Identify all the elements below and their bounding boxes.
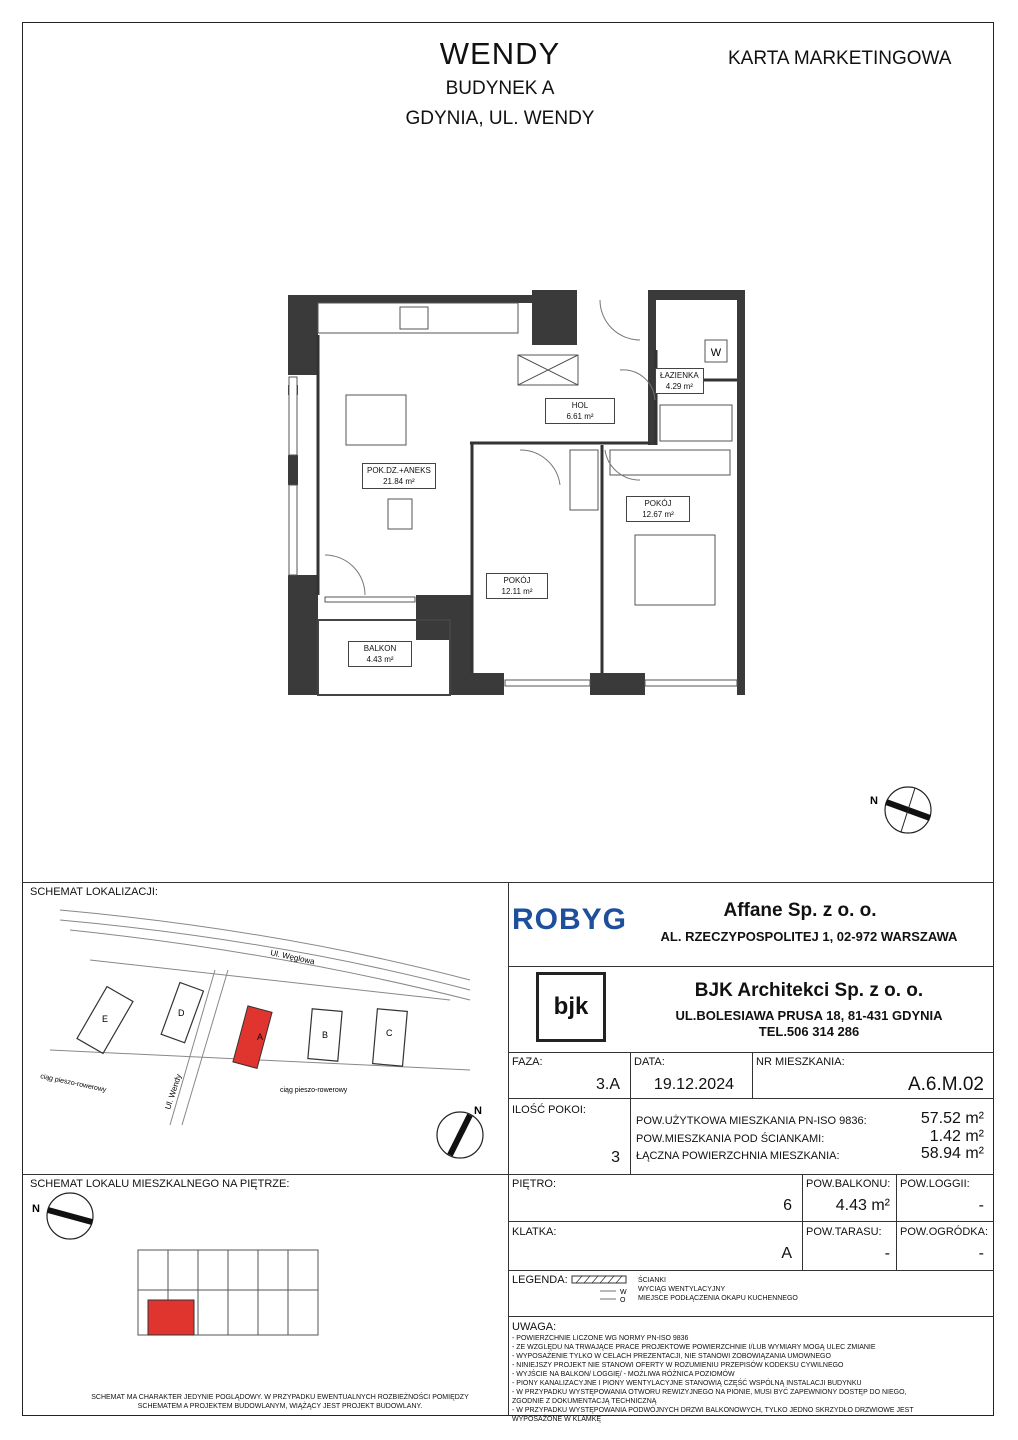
note-line: - ZE WZGLĘDU NA TRWAJĄCE PRACE PROJEKTOWE POWIERZCHNIE I/LUB WYMIARY MOGĄ ULEC ZMIANIE: [512, 1344, 876, 1351]
divider: [508, 1052, 994, 1053]
balkon-label: POW.BALKONU:: [806, 1178, 891, 1190]
room-area: 4.43 m²: [366, 655, 394, 664]
path-label: ciąg pieszo-rowerowy: [280, 1087, 348, 1094]
divider: [508, 1098, 994, 1099]
divider: [508, 966, 994, 967]
compass-icon: [30, 1188, 110, 1248]
divider: [802, 1174, 803, 1270]
room-name: BALKON: [363, 644, 397, 653]
bjk-logo: bjk: [536, 972, 606, 1042]
note-line: - W PRZYPADKU WYSTĘPOWANIA OTWORU REWIZYJNEGO NA PIONIE, MUSI BYĆ ZAPEWNIONY DOSTĘP DO NIEGO, ZGODNIE Z DOKUMENTACJĄ TECHNICZNĄ: [512, 1389, 907, 1405]
divider: [22, 1174, 994, 1175]
room-label-hol: [545, 398, 615, 424]
compass-n-label: N: [870, 795, 878, 807]
architect-phone: TEL.506 314 286: [758, 1024, 860, 1039]
compass-icon: [868, 782, 938, 842]
room-name: POK.DZ.+ANEKS: [367, 466, 431, 475]
legend-item: ŚCIANKI: [638, 1277, 667, 1284]
balkon-value: 4.43 m²: [835, 1197, 890, 1214]
project-title: WENDY: [439, 36, 561, 71]
legend-symbols: [570, 1274, 630, 1306]
legend-mark: O: [620, 1297, 626, 1304]
pietro-label: PIĘTRO:: [512, 1178, 557, 1190]
room-area: 12.67 m²: [642, 510, 674, 519]
street-label: Ul. Węglowa: [269, 948, 316, 967]
building-label: D: [178, 1008, 185, 1018]
architect-company: BJK Architekci Sp. z o. o.: [694, 980, 924, 1001]
notes-list: [512, 1334, 932, 1424]
developer-address: AL. RZECZYPOSPOLITEJ 1, 02-972 WARSZAWA: [660, 929, 958, 944]
taras-label: POW.TARASU:: [806, 1226, 882, 1238]
divider: [630, 1052, 631, 1174]
divider: [508, 1221, 994, 1222]
loggia-value: -: [978, 1197, 984, 1214]
divider: [508, 1316, 994, 1317]
floor-scheme-map: [128, 1245, 328, 1340]
building-name: BUDYNEK A: [445, 78, 555, 99]
note-line: - PIONY KANALIZACYJNE I PIONY WENTYLACYJNE STANOWIĄ CZĘŚĆ WSPÓLNĄ INSTALACJI BUDYNKU: [512, 1380, 862, 1387]
pow-sc-value: 1.42 m²: [929, 1128, 984, 1145]
building-label: E: [102, 1014, 109, 1024]
path-label: ciąg pieszo-rowerowy: [39, 1073, 107, 1094]
robyg-logo: ROBYG: [512, 903, 628, 936]
pow-total-value: 58.94 m²: [920, 1145, 984, 1162]
note-line: - WYPOSAŻENIE TYLKO W CELACH PREZENTACJI, NIE STANOWI ZOBOWIĄZANIA UMOWNEGO: [512, 1353, 831, 1360]
building-label: A: [257, 1032, 264, 1042]
room-name: POKÓJ: [503, 576, 531, 585]
compass-n-label: N: [474, 1105, 482, 1117]
taras-value: -: [884, 1245, 890, 1262]
ogrodek-label: POW.OGRÓDKA:: [900, 1226, 989, 1238]
building-label: C: [386, 1028, 393, 1038]
room-label-pokoj2: [486, 573, 548, 599]
note-line: - NINIEJSZY PROJEKT NIE STANOWI OFERTY W ROZUMIENIU PRZEPISÓW KODEKSU CYWILNEGO: [512, 1362, 844, 1369]
room-name: POKÓJ: [644, 499, 672, 508]
legend-item: MIEJSCE PODŁĄCZENIA OKAPU KUCHENNEGO: [638, 1295, 798, 1302]
card-type: KARTA MARKETINGOWA: [728, 48, 952, 69]
location-map: [30, 900, 500, 1130]
room-name: HOL: [571, 401, 589, 410]
note-line: - POWIERZCHNIE LICZONE WG NORMY PN-ISO 9836: [512, 1335, 689, 1342]
pokoi-value: 3: [611, 1149, 620, 1166]
pow-uz-label: POW.UŻYTKOWA MIESZKANIA PN-ISO 9836:: [636, 1115, 867, 1127]
pow-uz-value: 57.52 m²: [920, 1110, 984, 1127]
pow-total-label: ŁĄCZNA POWIERZCHNIA MIESZKANIA:: [636, 1150, 840, 1162]
vent-mark: W: [710, 347, 722, 359]
compass-icon: [430, 1100, 500, 1170]
note-line: - WYJŚCIE NA BALKON/ LOGGIĘ/ - MOŻLIWA RÓŻNICA POZIOMÓW: [512, 1371, 735, 1378]
room-area: 4.29 m²: [665, 382, 693, 391]
faza-label: FAZA:: [512, 1056, 543, 1068]
divider: [896, 1174, 897, 1270]
floor-scheme-disclaimer: SCHEMAT MA CHARAKTER JEDYNIE POGLĄDOWY. W PRZYPADKU EWENTUALNYCH ROZBIEŻNOŚCI POMIĘDZY SCHEMATEM A PROJEKTEM BUDOWLANYM, WIĄŻĄCY JEST PROJEKT BUDOWLANY.: [91, 1394, 469, 1410]
location-title: SCHEMAT LOKALIZACJI:: [30, 886, 158, 898]
ogrodek-value: -: [978, 1245, 984, 1262]
data-label: DATA:: [634, 1056, 665, 1068]
data-value: 19.12.2024: [653, 1076, 734, 1093]
klatka-value: A: [781, 1245, 792, 1262]
legend-mark: W: [620, 1289, 627, 1296]
divider: [508, 882, 509, 1416]
loggia-label: POW.LOGGII:: [900, 1178, 970, 1190]
pow-sc-label: POW.MIESZKANIA POD ŚCIANKAMI:: [636, 1133, 825, 1145]
room-label-lazienka: [655, 368, 704, 394]
room-area: 12.11 m²: [501, 587, 533, 596]
pokoi-label: ILOŚĆ POKOI:: [512, 1104, 586, 1116]
compass-n-label: N: [32, 1203, 40, 1215]
architect-address: UL.BOLESIAWA PRUSA 18, 81-431 GDYNIA: [675, 1008, 943, 1023]
faza-value: 3.A: [595, 1076, 620, 1093]
nr-label: NR MIESZKANIA:: [756, 1056, 845, 1068]
room-area: 21.84 m²: [383, 477, 415, 486]
note-line: - W PRZYPADKU WYSTĘPOWANIA PODWÓJNYCH DRZWI BALKONOWYCH, TYLKO JEDNO SKRZYDŁO DRZWIOWE JEST WYPOSAŻONE W KLAMKĘ: [512, 1407, 914, 1423]
pietro-value: 6: [783, 1197, 792, 1214]
klatka-label: KLATKA:: [512, 1226, 557, 1238]
notes-label: UWAGA:: [512, 1321, 557, 1333]
room-area: 6.61 m²: [566, 412, 594, 421]
room-label-balkon: [348, 641, 412, 667]
floor-scheme-title: SCHEMAT LOKALU MIESZKALNEGO NA PIĘTRZE:: [30, 1178, 290, 1190]
divider: [508, 1270, 994, 1271]
wall: [288, 295, 318, 375]
nr-value: A.6.M.02: [907, 1074, 984, 1095]
room-name: ŁAZIENKA: [660, 371, 699, 380]
building-label: B: [322, 1030, 329, 1040]
divider: [752, 1052, 753, 1098]
room-label-pokoj1: [626, 496, 690, 522]
legend-item: WYCIĄG WENTYLACYJNY: [638, 1286, 726, 1293]
street-label: Ul. Wendy: [163, 1072, 184, 1111]
room-label-salon: [362, 463, 436, 489]
developer-company: Affane Sp. z o. o.: [723, 900, 877, 921]
legend-label: LEGENDA:: [512, 1274, 568, 1286]
project-address: GDYNIA, UL. WENDY: [405, 108, 595, 129]
